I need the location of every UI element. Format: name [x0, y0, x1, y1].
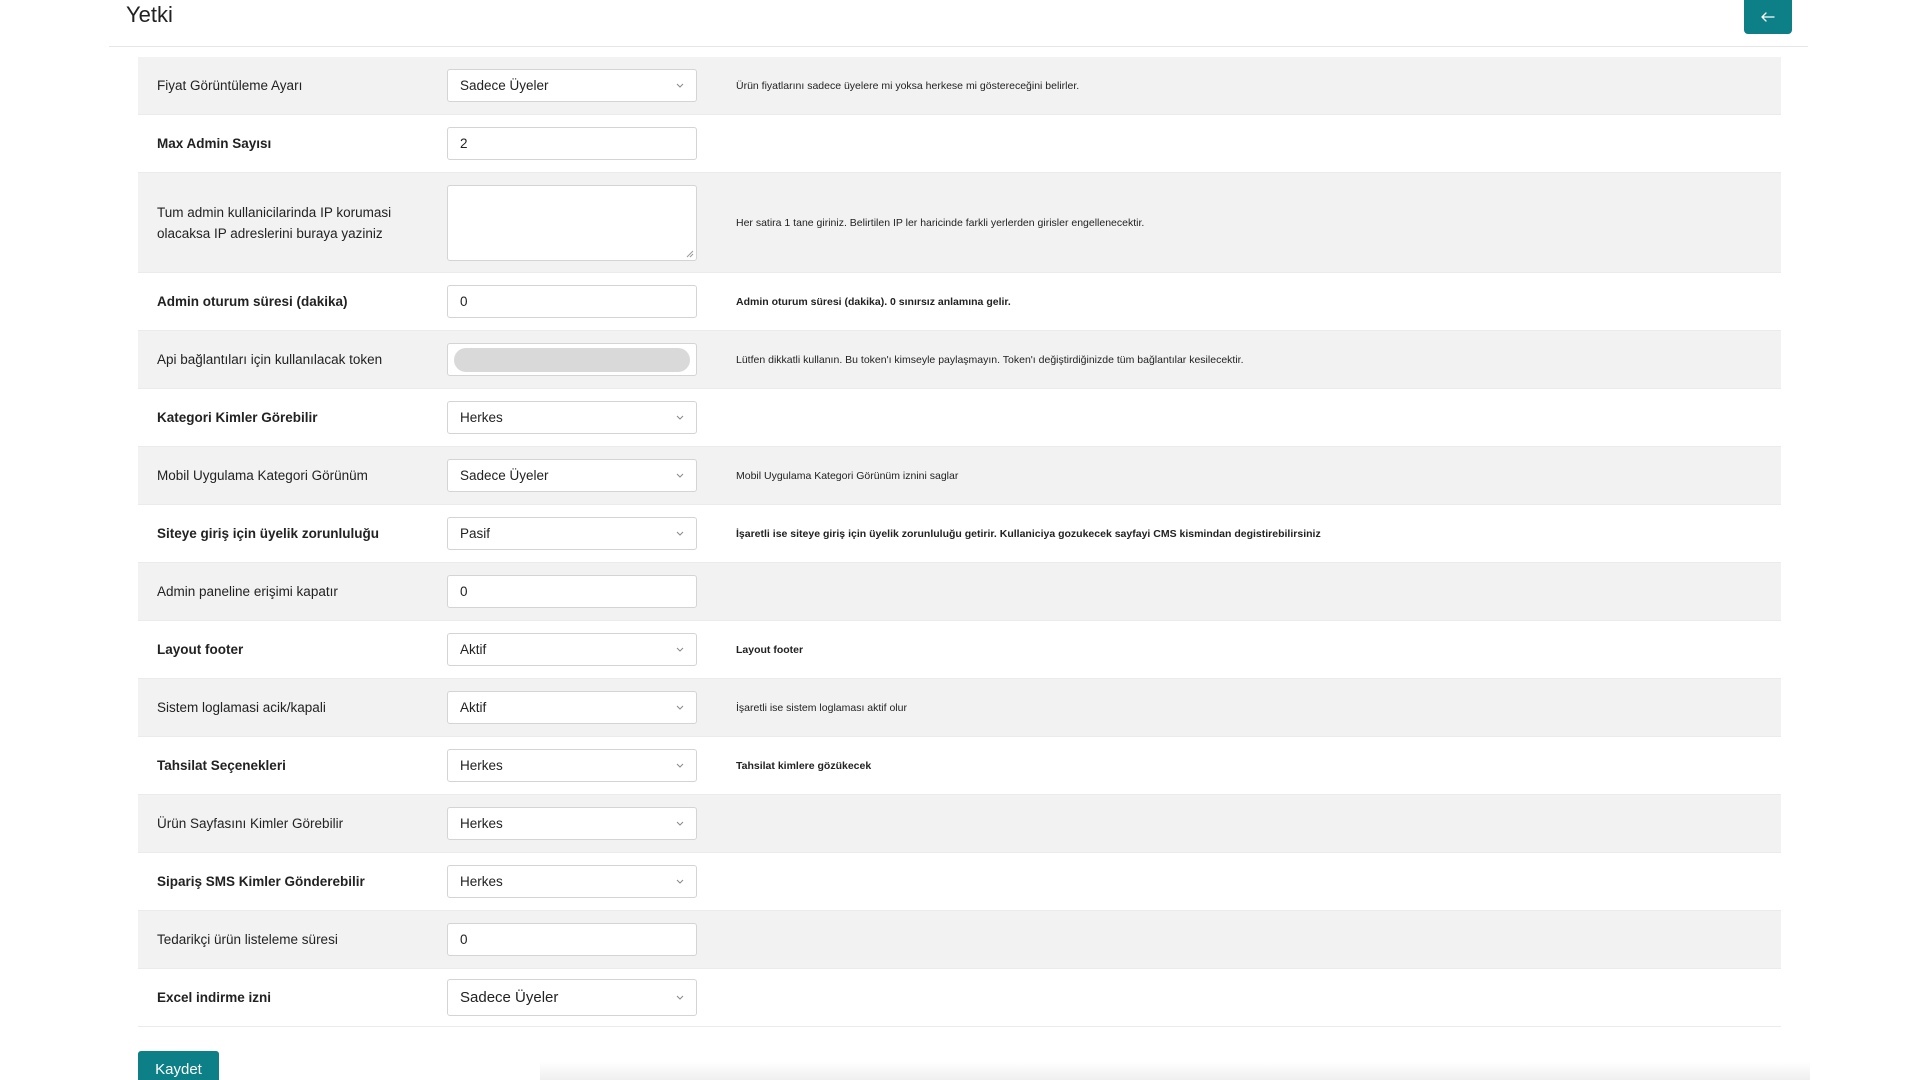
- max-admin-input[interactable]: 2: [447, 127, 697, 160]
- setting-label: Sistem loglamasi acik/kapali: [157, 700, 326, 715]
- setting-description: Her satira 1 tane giriniz. Belirtilen IP ler haricinde farkli yerlerden girisler engellenecektir.: [736, 216, 1145, 229]
- setting-description: İşaretli ise siteye giriş için üyelik zorunluluğu getirir. Kullaniciya gozukecek sayfayi CMS kismindan degistirebilirsiniz: [736, 527, 1321, 540]
- system-logging-select[interactable]: [447, 691, 697, 724]
- setting-row: [138, 853, 1781, 911]
- setting-description: Lütfen dikkatli kullanın. Bu token'ı kimseyle paylaşmayın. Token'ı değiştirdiğinizde tüm bağlantılar kesilecektir.: [736, 353, 1244, 366]
- setting-label: Kategori Kimler Görebilir: [157, 410, 318, 425]
- setting-label: Layout footer: [157, 642, 244, 657]
- setting-description: Ürün fiyatlarını sadece üyelere mi yoksa herkese mi göstereceğini belirler.: [736, 79, 1080, 92]
- setting-row: [138, 115, 1781, 173]
- setting-label: Admin oturum süresi (dakika): [157, 294, 348, 309]
- chevron-down-icon: [675, 80, 685, 90]
- setting-row: [138, 57, 1781, 115]
- setting-label: Siteye giriş için üyelik zorunluluğu: [157, 526, 380, 541]
- setting-label: Tedarikçi ürün listeleme süresi: [157, 932, 338, 947]
- chevron-down-icon: [675, 644, 685, 654]
- setting-row: [138, 389, 1781, 447]
- select-value: Aktif: [460, 700, 487, 715]
- setting-row: [138, 737, 1781, 795]
- select-value: Pasif: [460, 526, 491, 541]
- setting-row: [138, 447, 1781, 505]
- supplier-listing-input[interactable]: 0: [447, 923, 697, 956]
- chevron-down-icon: [675, 818, 685, 828]
- price-visibility-select[interactable]: [447, 69, 697, 102]
- setting-row: [138, 911, 1781, 969]
- chevron-down-icon: [675, 876, 685, 886]
- setting-row: [138, 679, 1781, 737]
- select-value: Sadece Üyeler: [460, 468, 549, 483]
- setting-label: Admin paneline erişimi kapatır: [157, 584, 338, 599]
- setting-description: İşaretli ise sistem loglaması aktif olur: [736, 701, 907, 714]
- membership-required-select[interactable]: [447, 517, 697, 550]
- chevron-down-icon: [675, 412, 685, 422]
- setting-row: [138, 795, 1781, 853]
- setting-label: Ürün Sayfasını Kimler Görebilir: [157, 816, 344, 831]
- setting-label: Max Admin Sayısı: [157, 136, 272, 151]
- setting-row: [138, 621, 1781, 679]
- setting-row: [138, 273, 1781, 331]
- setting-description: Layout footer: [736, 643, 804, 656]
- select-value: Herkes: [460, 410, 503, 425]
- setting-label: Sipariş SMS Kimler Gönderebilir: [157, 874, 365, 889]
- back-button[interactable]: [1744, 0, 1792, 34]
- setting-row: [138, 173, 1781, 273]
- setting-row: [138, 969, 1781, 1027]
- arrow-left-icon: [1761, 12, 1775, 22]
- setting-row: [138, 563, 1781, 621]
- setting-label: Excel indirme izni: [157, 990, 272, 1005]
- page-title: Yetki: [126, 2, 173, 27]
- setting-row: [138, 331, 1781, 389]
- chevron-down-icon: [675, 528, 685, 538]
- setting-label: Tahsilat Seçenekleri: [157, 758, 286, 773]
- select-value: Sadece Üyeler: [460, 78, 549, 93]
- product-page-visibility-select[interactable]: [447, 807, 697, 840]
- setting-label: Fiyat Görüntüleme Ayarı: [157, 78, 303, 93]
- setting-label: Tum admin kullanicilarinda IP korumasi olacaksa IP adreslerini buraya yaziniz: [157, 204, 392, 241]
- chevron-down-icon: [675, 702, 685, 712]
- setting-description: Mobil Uygulama Kategori Görünüm iznini saglar: [736, 469, 959, 482]
- token-mask: [454, 348, 690, 372]
- order-sms-select[interactable]: [447, 865, 697, 898]
- ip-whitelist-textarea[interactable]: [447, 185, 697, 261]
- mobile-category-select[interactable]: [447, 459, 697, 492]
- layout-footer-select[interactable]: [447, 633, 697, 666]
- settings-form: [138, 57, 1781, 1027]
- setting-label: Api bağlantıları için kullanılacak token: [157, 352, 383, 367]
- payment-options-select[interactable]: [447, 749, 697, 782]
- bottom-shadow: [540, 1062, 1810, 1080]
- select-value: Aktif: [460, 642, 487, 657]
- api-token-input[interactable]: [447, 343, 697, 376]
- save-button[interactable]: Kaydet: [138, 1051, 219, 1080]
- category-visibility-select[interactable]: [447, 401, 697, 434]
- select-value: Herkes: [460, 758, 503, 773]
- setting-description: Admin oturum süresi (dakika). 0 sınırsız anlamına gelir.: [736, 295, 1011, 308]
- select-value: Herkes: [460, 874, 503, 889]
- excel-download-select[interactable]: [447, 979, 697, 1016]
- setting-row: [138, 505, 1781, 563]
- setting-description: Tahsilat kimlere gözükecek: [736, 759, 872, 772]
- chevron-down-icon: [675, 470, 685, 480]
- page-header: [109, 0, 1808, 47]
- chevron-down-icon: [675, 992, 685, 1002]
- select-value: Sadece Üyeler: [460, 989, 559, 1006]
- chevron-down-icon: [675, 760, 685, 770]
- setting-label: Mobil Uygulama Kategori Görünüm: [157, 468, 368, 483]
- resize-handle-icon[interactable]: [685, 249, 694, 258]
- select-value: Herkes: [460, 816, 503, 831]
- admin-session-input[interactable]: 0: [447, 285, 697, 318]
- admin-access-input[interactable]: 0: [447, 575, 697, 608]
